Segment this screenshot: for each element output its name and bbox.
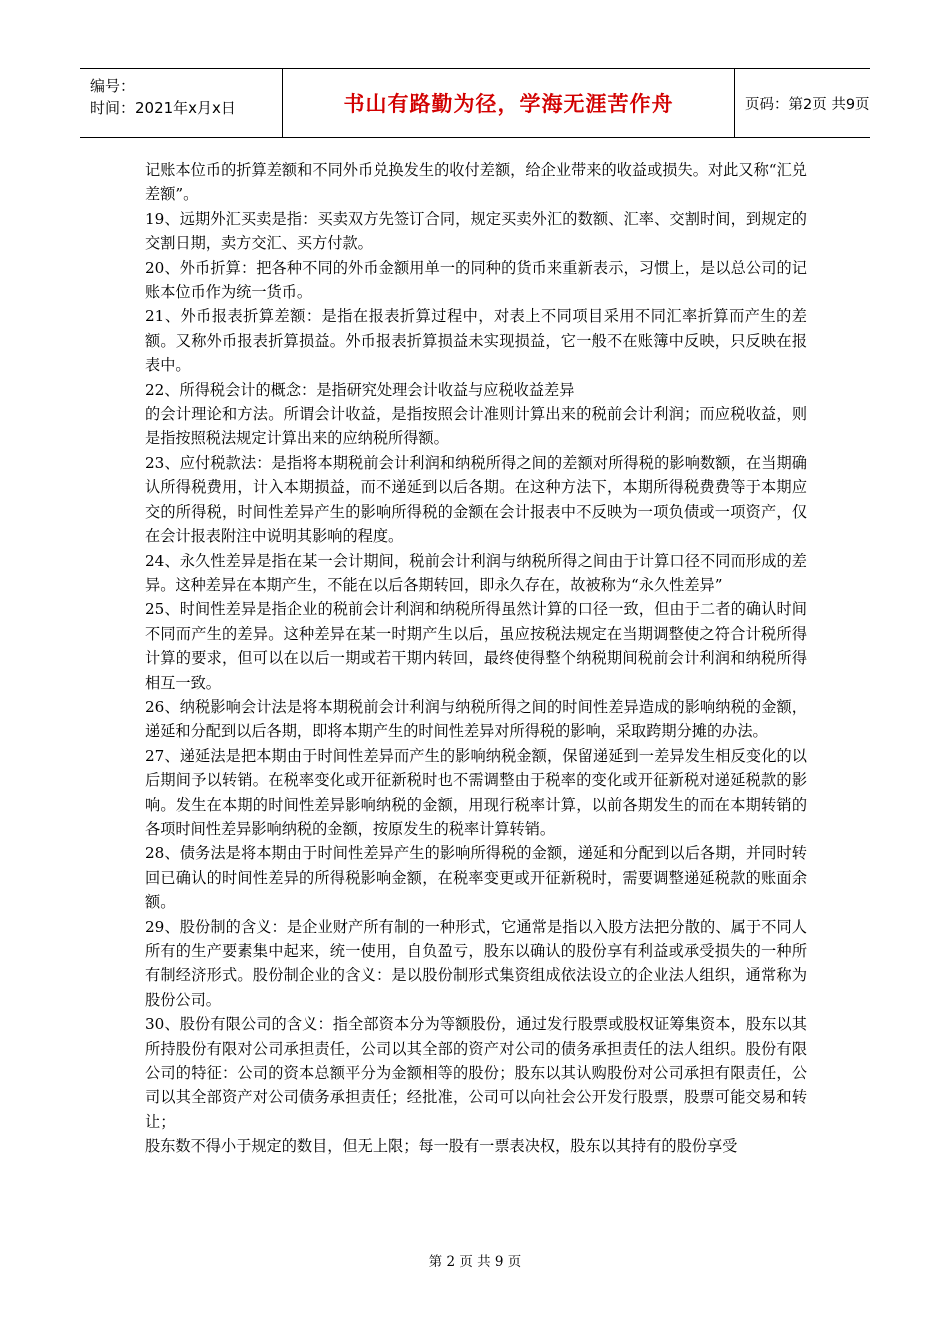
paragraph: 29、股份制的含义：是企业财产所有制的一种形式，它通常是指以入股方法把分散的、属于不同人所有的生产要素集中起来，统一使用，自负盈亏，股东以确认的股份享有利益或承受损失的一种所有制经济形式。股份制企业的含义：是以股份制形式集资组成依法设立的企业法人组织，通常称为股份公司。 [145,917,807,1009]
paragraph: 19、远期外汇买卖是指：买卖双方先签订合同，规定买卖外汇的数额、汇率、交割时间，到规定的交割日期，卖方交汇、买方付款。 [145,209,807,253]
document-number-label: 编号： [90,77,136,95]
paragraph: 24、永久性差异是指在某一会计期间，税前会计利润与纳税所得之间由于计算口径不同而形成的差异。这种差异在本期产生，不能在以后各期转回，即永久存在，故被称为“永久性差异” [145,551,807,594]
paragraph: 23、应付税款法：是指将本期税前会计利润和纳税所得之间的差额对所得税的影响数额，在当期确认所得税费用，计入本期损益，而不递延到以后各期。在这种方法下，本期所得税费费等于本期应交的所得税，时间性差异产生的影响所得税的金额在会计报表中不反映为一项负债或一项资产，仅在会计报表附注中说明其影响的程度。 [145,453,807,546]
paragraph: 27、递延法是把本期由于时间性差异而产生的影响纳税金额，保留递延到一差异发生相反变化的以后期间予以转销。在税率变化或开征新税时也不需调整由于税率的变化或开征新税对递延税款的影响。发生在本期的时间性差异影响纳税的金额，用现行税率计算，以前各期发生的而在本期转销的各项时间性差异影响纳税的金额，按原发生的税率计算转销。 [145,746,807,838]
paragraph: 26、纳税影响会计法是将本期税前会计利润与纳税所得之间的时间性差异造成的影响纳税的金额，递延和分配到以后各期，即将本期产生的时间性差异对所得税的影响，采取跨期分摊的办法。 [145,697,807,741]
paragraph: 20、外币折算：把各种不同的外币金额用单一的同种的货币来重新表示，习惯上，是以总公司的记账本位币作为统一货币。 [145,258,807,302]
paragraph: 25、时间性差异是指企业的税前会计利润和纳税所得虽然计算的口径一致，但由于二者的确认时间不同而产生的差异。这种差异在某一时期产生以后，虽应按税法规定在当期调整使之符合计税所得计算的要求，但可以在以后一期或若干期内转回，最终使得整个纳税期间税前会计利润和纳税所得相互一致。 [145,600,807,692]
page-header [80,68,870,138]
header-motto: 书山有路勤为径，学海无涯苦作舟 [343,92,674,116]
paragraph: 记账本位币的折算差额和不同外币兑换发生的收付差额，给企业带来的收益或损失。对此又称“汇兑差额”。 [145,161,807,204]
header-meta [80,69,282,137]
page-footer: 第 2 页 共 9 页 [428,1254,522,1270]
paragraph: 21、外币报表折算差额：是指在报表折算过程中，对表上不同项目采用不同汇率折算而产生的差额。又称外币报表折算损益。外币报表折算损益未实现损益，它一般不在账簿中反映，只反映在报表中。 [145,307,807,375]
document-date: 时间：2021年x月x日 [90,99,236,117]
header-page-info: 页码：第2页 共9页 [745,96,870,113]
document-body [145,158,807,1159]
header-motto-cell [282,69,735,137]
paragraph: 的会计理论和方法。所谓会计收益，是指按照会计准则计算出来的税前会计利润；而应税收益，则是指按照税法规定计算出来的应纳税所得额。 [145,405,807,448]
paragraph: 28、债务法是将本期由于时间性差异产生的影响所得税的金额，递延和分配到以后各期，并同时转回已确认的时间性差异的所得税影响金额，在税率变更或开征新税时，需要调整递延税款的账面余额。 [145,844,807,912]
paragraph: 30、股份有限公司的含义：指全部资本分为等额股份，通过发行股票或股权证筹集资本，股东以其所持股份有限对公司承担责任，公司以其全部的资产对公司的债务承担责任的法人组织。股份有限公司的特征：公司的资本总额平分为金额相等的股份；股东以其认购股份对公司承担有限责任，公司以其全部资产对公司债务承担责任；经批准，公司可以向社会公开发行股票，股票可能交易和转让； [145,1015,807,1131]
paragraph: 股东数不得小于规定的数目，但无上限；每一股有一票表决权，股东以其持有的股份享受 [145,1137,738,1156]
paragraph: 22、所得税会计的概念：是指研究处理会计收益与应税收益差异 [145,380,575,399]
